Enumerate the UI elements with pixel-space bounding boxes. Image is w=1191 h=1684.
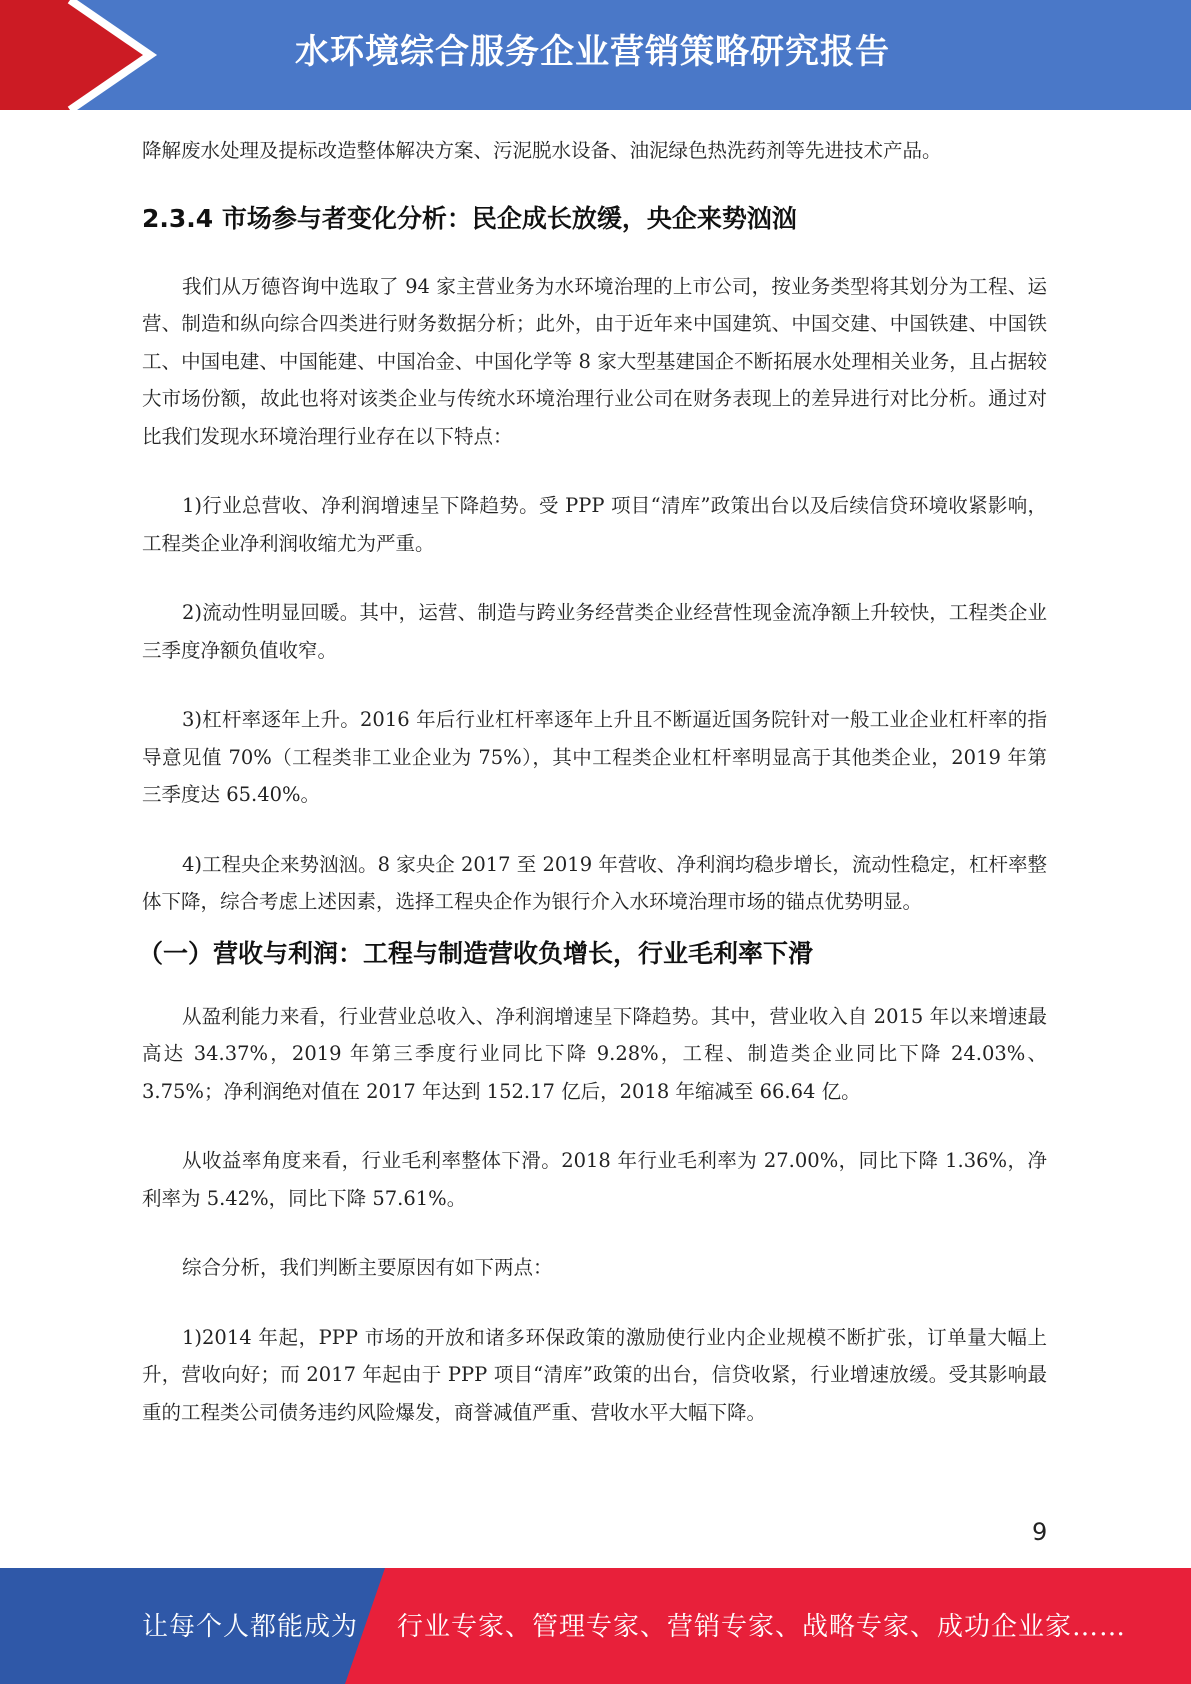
- footer-slogan-right: 行业专家、管理专家、营销专家、战略专家、成功企业家……: [397, 1612, 1127, 1642]
- paragraph-reason-1: 1)2014 年起，PPP 市场的开放和诸多环保政策的激励使行业内企业规模不断扩张，订单量大幅上升，营收向好；而 2017 年起由于 PPP 项目“清库”政策的出台，信贷收紧，行业增速放缓。受其影响最重的工程类公司债务违约风险爆发，商誉减值严重、营收水平大幅下降。: [142, 1325, 1047, 1424]
- paragraph-point-4: 4)工程央企来势汹汹。8 家央企 2017 至 2019 年营收、净利润均稳步增长，流动性稳定，杠杆率整体下降，综合考虑上述因素，选择工程央企作为银行介入水环境治理市场的锚点优势明显。: [142, 852, 1047, 913]
- paragraph-continuation: 降解废水处理及提标改造整体解决方案、污泥脱水设备、油泥绿色热洗药剂等先进技术产品。: [142, 139, 942, 162]
- page-footer: [0, 1568, 1191, 1684]
- footer-slogan-left: 让每个人都能成为: [142, 1612, 359, 1642]
- paragraph-intro: 我们从万德咨询中选取了 94 家主营业务为水环境治理的上市公司，按业务类型将其划分为工程、运营、制造和纵向综合四类进行财务数据分析；此外，由于近年来中国建筑、中国交建、中国铁建、中国铁工、中国电建、中国能建、中国冶金、中国化学等 8 家大型基建国企不断拓展水处理相关业务，且占据较大市场份额，故此也将对该类企业与传统水环境治理行业公司在财务表现上的差异进行对比分析。通过对比我们发现水环境治理行业存在以下特点：: [142, 274, 1047, 448]
- page-number: 9: [1032, 1518, 1048, 1546]
- section-heading-revenue-profit: （一）营收与利润：工程与制造营收负增长，行业毛利率下滑: [138, 938, 814, 968]
- paragraph-point-3: 3)杠杆率逐年上升。2016 年后行业杠杆率逐年上升且不断逼近国务院针对一般工业企业杠杆率的指导意见值 70%（工程类非工业企业为 75%），其中工程类企业杠杆率明显高于其他类企业，2019 年第三季度达 65.40%。: [142, 708, 1047, 806]
- section-heading-2-3-4: 2.3.4 市场参与者变化分析：民企成长放缓，央企来势汹汹: [142, 203, 797, 233]
- paragraph-margin: 从收益率角度来看，行业毛利率整体下滑。2018 年行业毛利率为 27.00%，同比下降 1.36%，净利率为 5.42%，同比下降 57.61%。: [142, 1149, 1047, 1210]
- paragraph-point-2: 2)流动性明显回暖。其中，运营、制造与跨业务经营类企业经营性现金流净额上升较快，工程类企业三季度净额负值收窄。: [142, 601, 1047, 662]
- paragraph-point-1: 1)行业总营收、净利润增速呈下降趋势。受 PPP 项目“清库”政策出台以及后续信贷环境收紧影响，工程类企业净利润收缩尤为严重。: [142, 494, 1047, 555]
- paragraph-profitability: 从盈利能力来看，行业营业总收入、净利润增速呈下降趋势。其中，营业收入自 2015 年以来增速最高达 34.37%，2019 年第三季度行业同比下降 9.28%，工程、制造类企业同比下降 24.03%、3.75%；净利润绝对值在 2017 年达到 152.17 亿后，2018 年缩减至 66.64 亿。: [142, 1004, 1047, 1103]
- report-title: 水环境综合服务企业营销策略研究报告: [295, 32, 890, 72]
- page-header: [0, 0, 1191, 110]
- paragraph-summary: 综合分析，我们判断主要原因有如下两点：: [182, 1256, 553, 1279]
- page-body: [138, 132, 1047, 1431]
